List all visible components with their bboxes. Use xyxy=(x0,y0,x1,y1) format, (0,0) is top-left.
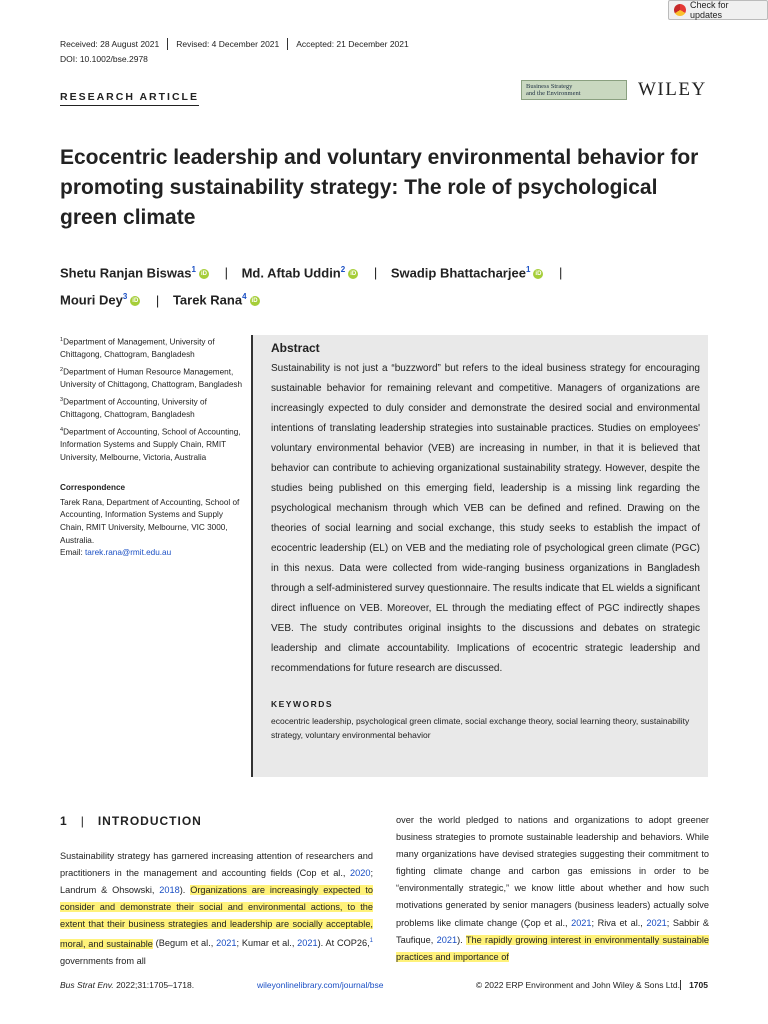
abstract-heading: Abstract xyxy=(271,341,320,355)
citation-link[interactable]: 2020 xyxy=(349,868,371,879)
affiliation-item: $^3$Department of Accounting, University of Chittagong, Chattogram, Bangladesh xyxy=(60,396,207,420)
abstract-text: Sustainability is not just a “buzzword” but refers to the ideal business strategy for encouraging sustainable behavior for remaining relevant and competitive. Managers of organizations are increasingly expected to duly consider and demonstrate the desired social and environmental intentions of translating leadership strategies into sustainable practices. Studies on employees' voluntary environmental behavior (VEB) are increasing in number, in that it is believed that behavior can contribute to achieving organizational sustainability strategy. However, despite the studies being published on this emerging field, leadership is a missing link regarding the psychological mechanism through which VEB can be defined and refined. Drawing on the theories of social learning and social exchange, this study seeks to establish the impact of ecocentric leadership (EL) on VEB and the mediating role of psychological green climate (PGC) in this nexus. Data were collected from wide-ranging business organizations in Bangladesh through a self-administered survey questionnaire. The results indicate that EL wields a significant direct influence on VEB. Moreover, EL through the mediating effect of PGC indirectly shapes VEB. The study contributes original insights to the discussions and debates on strategic leadership and climate accountability. Implications of ecocentric strategic leadership and recommendations for future research are discussed. xyxy=(271,363,700,674)
author-name[interactable]: Shetu Ranjan Biswas xyxy=(60,265,192,281)
keywords-heading: KEYWORDS xyxy=(271,699,334,709)
journal-logo-line1: Business Strategy xyxy=(526,83,573,90)
author-affil-sup: 4 xyxy=(242,292,247,302)
paper-title: Ecocentric leadership and voluntary environmental behavior for promoting sustainability strategy: The role of psychological green climate xyxy=(60,146,699,229)
keywords-text: ecocentric leadership, psychological green climate, social exchange theory, social learning theory, sustainability strategy, voluntary environmental behavior xyxy=(271,716,690,740)
abstract-panel xyxy=(251,335,708,777)
citation-link[interactable]: 2021 xyxy=(571,917,592,928)
author-name[interactable]: Md. Aftab Uddin xyxy=(241,265,341,281)
revised-date: Revised: 4 December 2021 xyxy=(168,38,288,50)
author-name[interactable]: Tarek Rana xyxy=(172,292,243,308)
footer-copyright: © 2022 ERP Environment and John Wiley & Sons Ltd. xyxy=(475,980,680,990)
author-name[interactable]: Swadip Bhattacharjee xyxy=(390,265,526,281)
author-name[interactable]: Mouri Dey xyxy=(60,292,123,308)
orcid-icon[interactable]: iD xyxy=(132,298,139,305)
author-affil-sup: 2 xyxy=(340,265,346,274)
orcid-icon[interactable]: iD xyxy=(251,298,258,305)
doi[interactable]: DOI: 10.1002/bse.2978 xyxy=(60,54,148,64)
author-affil-sup: 1 xyxy=(525,265,531,274)
orcid-icon[interactable]: iD xyxy=(350,270,357,277)
affiliations xyxy=(60,334,245,562)
page-number: 1705 xyxy=(680,980,708,990)
correspondence-email-link[interactable]: tarek.rana@rmit.edu.au xyxy=(85,548,172,558)
article-dates xyxy=(60,38,417,50)
footer-citation: Bus Strat Env. 2022;31:1705–1718. xyxy=(60,980,195,990)
journal-logo[interactable] xyxy=(521,80,627,100)
highlighted-text: Organizations are increasingly expected to consider and demonstrate their social and environmental actions, to the extent that their business strategies and leadership are socially acceptable, moral, and sustainable xyxy=(60,885,373,949)
author-list: Shetu Ranjan Biswas$^1$ iD | Md. Aftab Uddin$^2$ iD | Swadip Bhattacharjee$^1$ iD | Mouri Dey$^3$ iD | Tarek Rana$^4$ iD xyxy=(60,265,563,308)
correspondence-heading: Correspondence xyxy=(60,483,126,493)
accepted-date: Accepted: 21 December 2021 xyxy=(296,39,409,49)
citation-link[interactable]: 2021 xyxy=(646,917,667,928)
author-affil-sup: 1 xyxy=(191,265,196,274)
received-date: Received: 28 August 2021 xyxy=(60,38,168,50)
section-heading-introduction: 1 | INTRODUCTION xyxy=(60,814,202,828)
author-affil-sup: 3 xyxy=(122,292,128,302)
affiliation-item: $^2$Department of Human Resource Management, University of Chittagong, Chattogram, Bangladesh xyxy=(60,366,243,390)
footer-journal-link[interactable]: wileyonlinelibrary.com/journal/bse xyxy=(257,980,384,990)
publisher-logo[interactable]: WILEY xyxy=(638,79,707,100)
check-for-updates-label: Check for updates xyxy=(690,0,729,20)
article-type: RESEARCH ARTICLE xyxy=(60,91,199,106)
check-for-updates-button[interactable] xyxy=(668,0,768,20)
affiliation-item: $^1$Department of Management, University of Chittagong, Chattogram, Bangladesh xyxy=(60,337,215,360)
citation-link[interactable]: 2021 xyxy=(436,934,458,945)
correspondence-text: Tarek Rana, Department of Accounting, School of Accounting, Information Systems and Supply Chain, RMIT University, Melbourne, VIC 3000, Australia. Email: tarek.rana@rmit.edu.au xyxy=(60,497,240,558)
citation-link[interactable]: 2021 xyxy=(216,938,237,949)
journal-logo-line2: and the Environment xyxy=(526,90,581,97)
page-footer xyxy=(60,980,708,994)
orcid-icon[interactable]: iD xyxy=(535,270,542,277)
intro-right-column: over the world pledged to nations and organizations to adopt greener business strategies to promote sustainable leadership and behaviors. While many organizations have devised strategies suggesting their commitment to fighting climate change and carbon gas emissions in order to be “environmentally strategic,” we know little about whether and how such motivations generated by senior managers (business leaders) actually solve problems like climate change (Çop et al., 2021; Riva et al., 2021; Sabbir & Taufique, 2021). The rapidly growing interest in environmentally sustainable practices and importance of xyxy=(396,815,710,962)
intro-left-column: Sustainability strategy has garnered increasing attention of researchers and practitioners in the management and accounting fields (Cop et al., 2020; Landrum & Ohsowski, 2018). Organizations are increasingly expected to consider and demonstrate their social and environmental actions, to the extent that their business strategies and leadership are socially acceptable, moral, and sustainable (Begum et al., 2021; Kumar et al., 2021). At COP26,$^1$ governments from all xyxy=(60,851,373,966)
citation-link[interactable]: 2021 xyxy=(297,938,318,949)
highlighted-text: The rapidly growing interest in environmentally sustainable practices and importance of xyxy=(396,934,710,962)
affiliation-item: $^4$Department of Accounting, School of Accounting, Information Systems and Supply Chain, RMIT University, Melbourne, Victoria, Australia xyxy=(60,426,241,462)
footnote-link[interactable]: 1 xyxy=(369,938,373,945)
orcid-icon[interactable]: iD xyxy=(200,270,207,277)
citation-link[interactable]: 2018 xyxy=(159,885,180,896)
crossmark-icon xyxy=(674,4,686,16)
